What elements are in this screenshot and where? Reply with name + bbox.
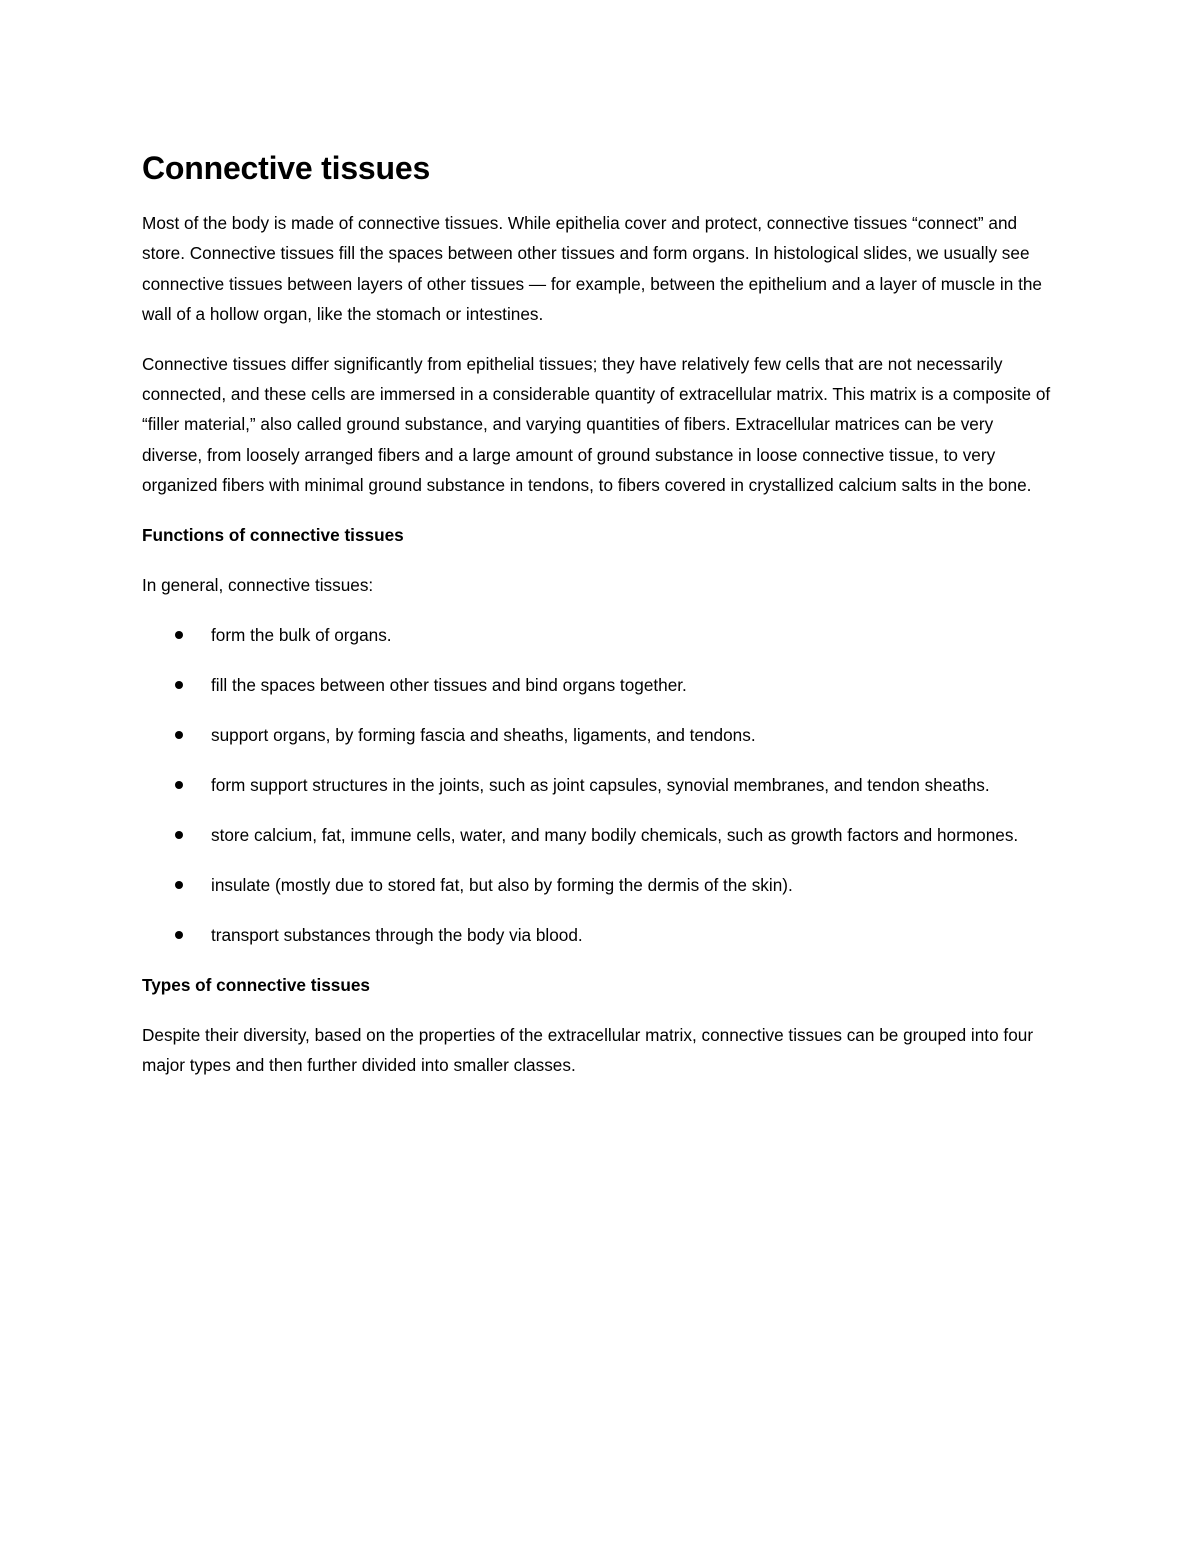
list-item bbox=[142, 620, 1052, 650]
matrix-paragraph: Connective tissues differ significantly from epithelial tissues; they have relatively few cells that are not necessarily connected, and these cells are immersed in a considerable quantity of extracellular matrix. This matrix is a composite of “filler material,” also called ground substance, and varying quantities of fibers. Extracellular matrices can be very diverse, from loosely arranged fibers and a large amount of ground substance in loose connective tissue, to very organized fibers with minimal ground substance in tendons, to fibers covered in crystallized calcium salts in the bone. bbox=[142, 353, 1051, 496]
list-item-text: store calcium, fat, immune cells, water, and many bodily chemicals, such as growth factors and hormones. bbox=[211, 824, 1019, 845]
functions-intro: In general, connective tissues: bbox=[142, 574, 374, 595]
list-item bbox=[142, 670, 1052, 700]
bullet-icon bbox=[175, 731, 183, 739]
bullet-icon bbox=[175, 881, 183, 889]
list-item-text: fill the spaces between other tissues and bind organs together. bbox=[211, 674, 687, 695]
types-heading: Types of connective tissues bbox=[142, 974, 370, 995]
bullet-icon bbox=[175, 631, 183, 639]
list-item-text: form the bulk of organs. bbox=[211, 624, 392, 645]
bullet-icon bbox=[175, 681, 183, 689]
functions-list bbox=[142, 620, 1052, 950]
bullet-icon bbox=[175, 781, 183, 789]
functions-heading: Functions of connective tissues bbox=[142, 524, 404, 545]
bullet-icon bbox=[175, 931, 183, 939]
intro-paragraph: Most of the body is made of connective tissues. While epithelia cover and protect, connective tissues “connect” and store. Connective tissues fill the spaces between other tissues and form organs. In histological slides, we usually see connective tissues between layers of other tissues — for example, between the epithelium and a layer of muscle in the wall of a hollow organ, like the stomach or intestines. bbox=[142, 213, 1042, 325]
page-title: Connective tissues bbox=[142, 150, 431, 186]
document-body bbox=[142, 140, 1052, 1099]
types-paragraph: Despite their diversity, based on the properties of the extracellular matrix, connective tissues can be grouped into four major types and then further divided into smaller classes. bbox=[142, 1024, 1034, 1076]
list-item bbox=[142, 920, 1052, 950]
bullet-icon bbox=[175, 831, 183, 839]
list-item-text: insulate (mostly due to stored fat, but also by forming the dermis of the skin). bbox=[211, 874, 793, 895]
list-item-text: support organs, by forming fascia and sheaths, ligaments, and tendons. bbox=[211, 724, 756, 745]
list-item bbox=[142, 870, 1052, 900]
list-item bbox=[142, 770, 1052, 800]
list-item bbox=[142, 820, 1052, 850]
list-item-text: transport substances through the body via blood. bbox=[211, 924, 583, 945]
list-item bbox=[142, 720, 1052, 750]
list-item-text: form support structures in the joints, such as joint capsules, synovial membranes, and tendon sheaths. bbox=[211, 774, 990, 795]
